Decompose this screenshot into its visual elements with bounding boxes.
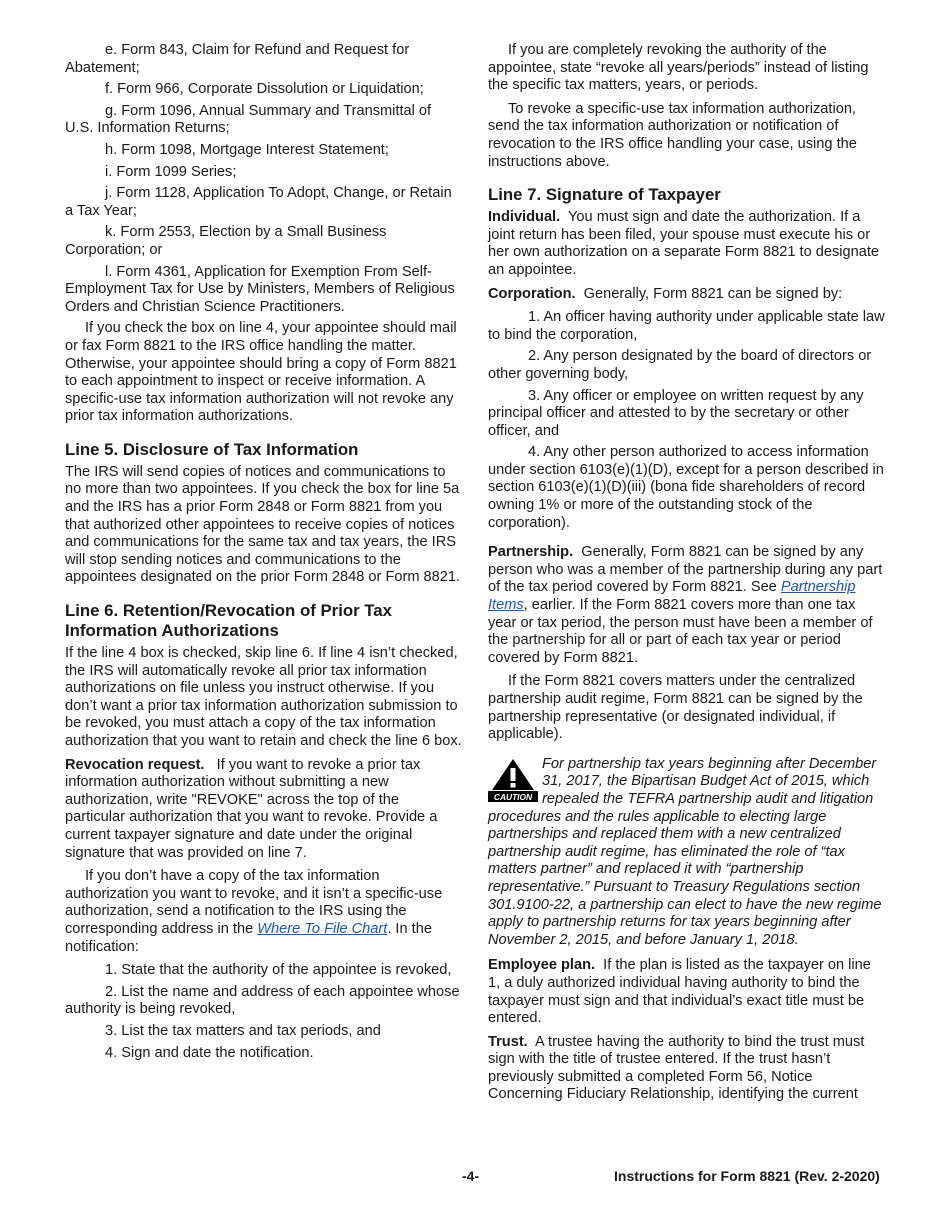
list-item-marker: l. xyxy=(105,263,113,280)
list-item-marker: 1. xyxy=(105,962,118,979)
list-item-text: Form 1099 Series; xyxy=(116,163,237,180)
list-item xyxy=(65,103,463,138)
list-item-text: Form 1096, Annual Summary and Transmittal of U.S. Information Returns; xyxy=(65,102,432,137)
partnership-text: Generally, Form 8821 can be signed by any person who was a member of the partnership during any part of the tax period covered by Form 8821. See xyxy=(488,544,883,596)
notification-list xyxy=(65,962,463,1062)
list-item-text: Form 2553, Election by a Small Business Corporation; or xyxy=(65,224,387,258)
partnership-text-end: , earlier. If the Form 8821 covers more than one tax year or tax period, the person must have been a member of the partnership for all or part of each tax year or period covered by Form 8821. xyxy=(488,597,873,666)
list-item-marker: 3. xyxy=(105,1022,118,1039)
left-column xyxy=(65,42,463,1066)
where-to-file-chart-link[interactable]: Where To File Chart xyxy=(257,920,388,937)
caution-wrap xyxy=(488,756,886,950)
list-item-text: An officer having authority under applicable state law to bind the corporation, xyxy=(488,309,885,343)
partnership-heading: Partnership. xyxy=(488,544,574,561)
revocation-request-text: If you want to revoke a prior tax information authorization without submitting a new authorization, write "REVOKE" across the top of the particular authorization that you want to revoke. Provide a current taxpayer signature and date under the original signature that was provided on line 7. xyxy=(65,756,438,861)
list-item-marker: 4. xyxy=(105,1044,118,1061)
list-item-text: Form 966, Corporate Dissolution or Liquidation; xyxy=(117,81,424,98)
list-item-marker: 3. xyxy=(528,387,541,404)
employee-plan-text: If the plan is listed as the taxpayer on line 1, a duly authorized individual having authority to bind the taxpayer must sign and that individual’s exact title must be entered. xyxy=(488,957,871,1027)
list-item-marker: i. xyxy=(105,163,113,180)
caution-note xyxy=(488,756,886,950)
page-number: -4- xyxy=(462,1168,480,1184)
list-item xyxy=(65,164,463,182)
individual-heading: Individual. xyxy=(488,209,561,226)
list-item xyxy=(65,1023,463,1041)
trust-paragraph xyxy=(488,1034,886,1104)
employee-plan-paragraph xyxy=(488,957,886,1027)
list-item xyxy=(65,185,463,220)
list-item xyxy=(65,962,463,980)
list-item-marker: g. xyxy=(105,102,118,119)
list-item-marker: 4. xyxy=(528,444,541,461)
footer-title: Instructions for Form 8821 (Rev. 2-2020) xyxy=(614,1168,880,1184)
list-item-text: List the name and address of each appointee whose authority is being revoked, xyxy=(65,983,460,1018)
list-item-marker: 1. xyxy=(528,309,541,326)
list-item-marker: f. xyxy=(105,81,114,98)
list-item-text: Form 4361, Application for Exemption From Self-Employment Tax for Use by Ministers, Members of Religious Orders and Christian Science Practitioners. xyxy=(65,263,455,315)
list-item-marker: j. xyxy=(105,185,113,202)
form-list-continued xyxy=(65,42,463,316)
list-item-text: Any person designated by the board of directors or other governing body, xyxy=(488,348,872,382)
list-item-marker: h. xyxy=(105,141,118,158)
list-item xyxy=(65,42,463,77)
employee-plan-heading: Employee plan. xyxy=(488,957,596,974)
individual-text: You must sign and date the authorization. If a joint return has been filed, your spouse must execute his or her own authorization on a separate Form 8821 to designate an appointee. xyxy=(488,209,880,278)
list-item-text: State that the authority of the appointee is revoked, xyxy=(121,962,452,979)
line5-paragraph: The IRS will send copies of notices and communications to no more than two appointees. If you check the box for line 5a and the IRS has a prior Form 2848 or Form 8821 from you that authorized other appointees to receive copies of notices and communications for the same tax and tax years, the IRS will stop sending notices and communications to the appointees designated on the prior Form 2848 or Form 8821. xyxy=(65,463,461,586)
list-item xyxy=(488,388,886,441)
centralized-audit-paragraph: If the Form 8821 covers matters under the centralized partnership audit regime, Form 8821 can be signed by the partnership representative (or designated individual, if applicable). xyxy=(488,673,863,743)
revocation-request-heading: Revocation request. xyxy=(65,756,205,773)
no-copy-text-end: . In the notification: xyxy=(65,920,432,955)
revoke-all-paragraph: If you are completely revoking the authority of the appointee, state “revoke all years/periods” instead of listing the specific tax matters, years, or periods. xyxy=(488,42,869,94)
caution-icon xyxy=(488,758,538,802)
list-item-text: Form 1128, Application To Adopt, Change, or Retain a Tax Year; xyxy=(65,185,452,219)
list-item xyxy=(488,309,886,344)
individual-paragraph xyxy=(488,209,886,279)
corporation-text: Generally, Form 8821 can be signed by: xyxy=(583,285,843,302)
list-item-text: Sign and date the notification. xyxy=(121,1044,314,1061)
list-item xyxy=(65,142,463,160)
line4-paragraph: If you check the box on line 4, your appointee should mail or fax Form 8821 to the IRS office handling the matter. Otherwise, your appointee should bring a copy of Form 8821 to each appointment to inspect or receive information. A specific-use tax information authorization will not revoke any prior tax information authorizations. xyxy=(65,320,457,425)
caution-label: CAUTION xyxy=(493,791,533,802)
partnership-paragraph xyxy=(488,544,886,667)
list-item-marker: 2. xyxy=(105,983,118,1000)
list-item-text: Any other person authorized to access information under section 6103(e)(1)(D), except for a person described in section 6103(e)(1)(D)(iii) (bona fide shareholders of record owning 1% or more of the outstanding stock of the corporation). xyxy=(488,444,884,531)
line7-heading: Line 7. Signature of Taxpayer xyxy=(488,185,721,205)
list-item-text: List the tax matters and tax periods, and xyxy=(121,1022,381,1039)
list-item xyxy=(488,444,886,532)
line6-paragraph: If the line 4 box is checked, skip line 6. If line 4 isn’t checked, the IRS will automatically revoke all prior tax information authorizations on file unless you instruct otherwise. If you don’t want a prior tax information authorization submission to be revoked, you must attach a copy of the tax information authorization that you want to retain and check the line 6 box. xyxy=(65,645,462,749)
list-item xyxy=(488,348,886,383)
corporation-paragraph xyxy=(488,286,886,304)
trust-heading: Trust. xyxy=(488,1033,528,1050)
no-copy-paragraph xyxy=(65,868,463,956)
no-copy-text: If you don’t have a copy of the tax information authorization you want to revoke, and it isn’t a specific-use authorization, send a notification to the IRS using the corresponding address in the xyxy=(65,868,443,937)
list-item-text: Form 1098, Mortgage Interest Statement; xyxy=(121,141,389,158)
corporation-heading: Corporation. xyxy=(488,285,576,302)
list-item xyxy=(65,264,463,317)
right-column xyxy=(488,42,886,1110)
revoke-specific-paragraph: To revoke a specific-use tax information authorization, send the tax information authorization or notification of revocation to the IRS office handling your case, using the instructions above. xyxy=(488,100,857,170)
list-item-marker: k. xyxy=(105,224,117,241)
list-item-marker: 2. xyxy=(528,348,541,365)
list-item-text: Any officer or employee on written request by any principal officer and attested to by the secretary or other officer, and xyxy=(488,387,864,439)
line5-heading: Line 5. Disclosure of Tax Information xyxy=(65,439,359,459)
partnership-items-link[interactable]: Partnership Items xyxy=(488,579,856,614)
list-item-text: Form 843, Claim for Refund and Request for Abatement; xyxy=(65,42,410,76)
list-item xyxy=(65,984,463,1019)
revocation-request-paragraph xyxy=(65,757,463,863)
corporation-signer-list xyxy=(488,309,886,532)
list-item xyxy=(65,1045,463,1063)
list-item xyxy=(65,224,463,259)
list-item xyxy=(65,81,463,99)
list-item-marker: e. xyxy=(105,42,118,58)
caution-text: For partnership tax years beginning after December 31, 2017, the Bipartisan Budget Act of 2015, which repealed the TEFRA partnership audit and litigation procedures and the rules applicable to electing large partnerships and replaced them with a new centralized partnership audit regime, has eliminated the role of “tax matters partner” and replaced it with “partnership representative.” Pursuant to Treasury Regulations section 301.9100-22, a partnership can elect to have the new regime apply to partnership returns for tax years beginning after November 2, 2015, and before January 1, 2018. xyxy=(488,755,882,948)
line6-heading: Line 6. Retention/Revocation of Prior Tax Information Authorizations xyxy=(65,601,392,641)
trust-text: A trustee having the authority to bind the trust must sign with the title of trustee entered. If the trust hasn’t previously submitted a completed Form 56, Notice Concerning Fiduciary Relationship, identifying the current xyxy=(488,1033,865,1103)
